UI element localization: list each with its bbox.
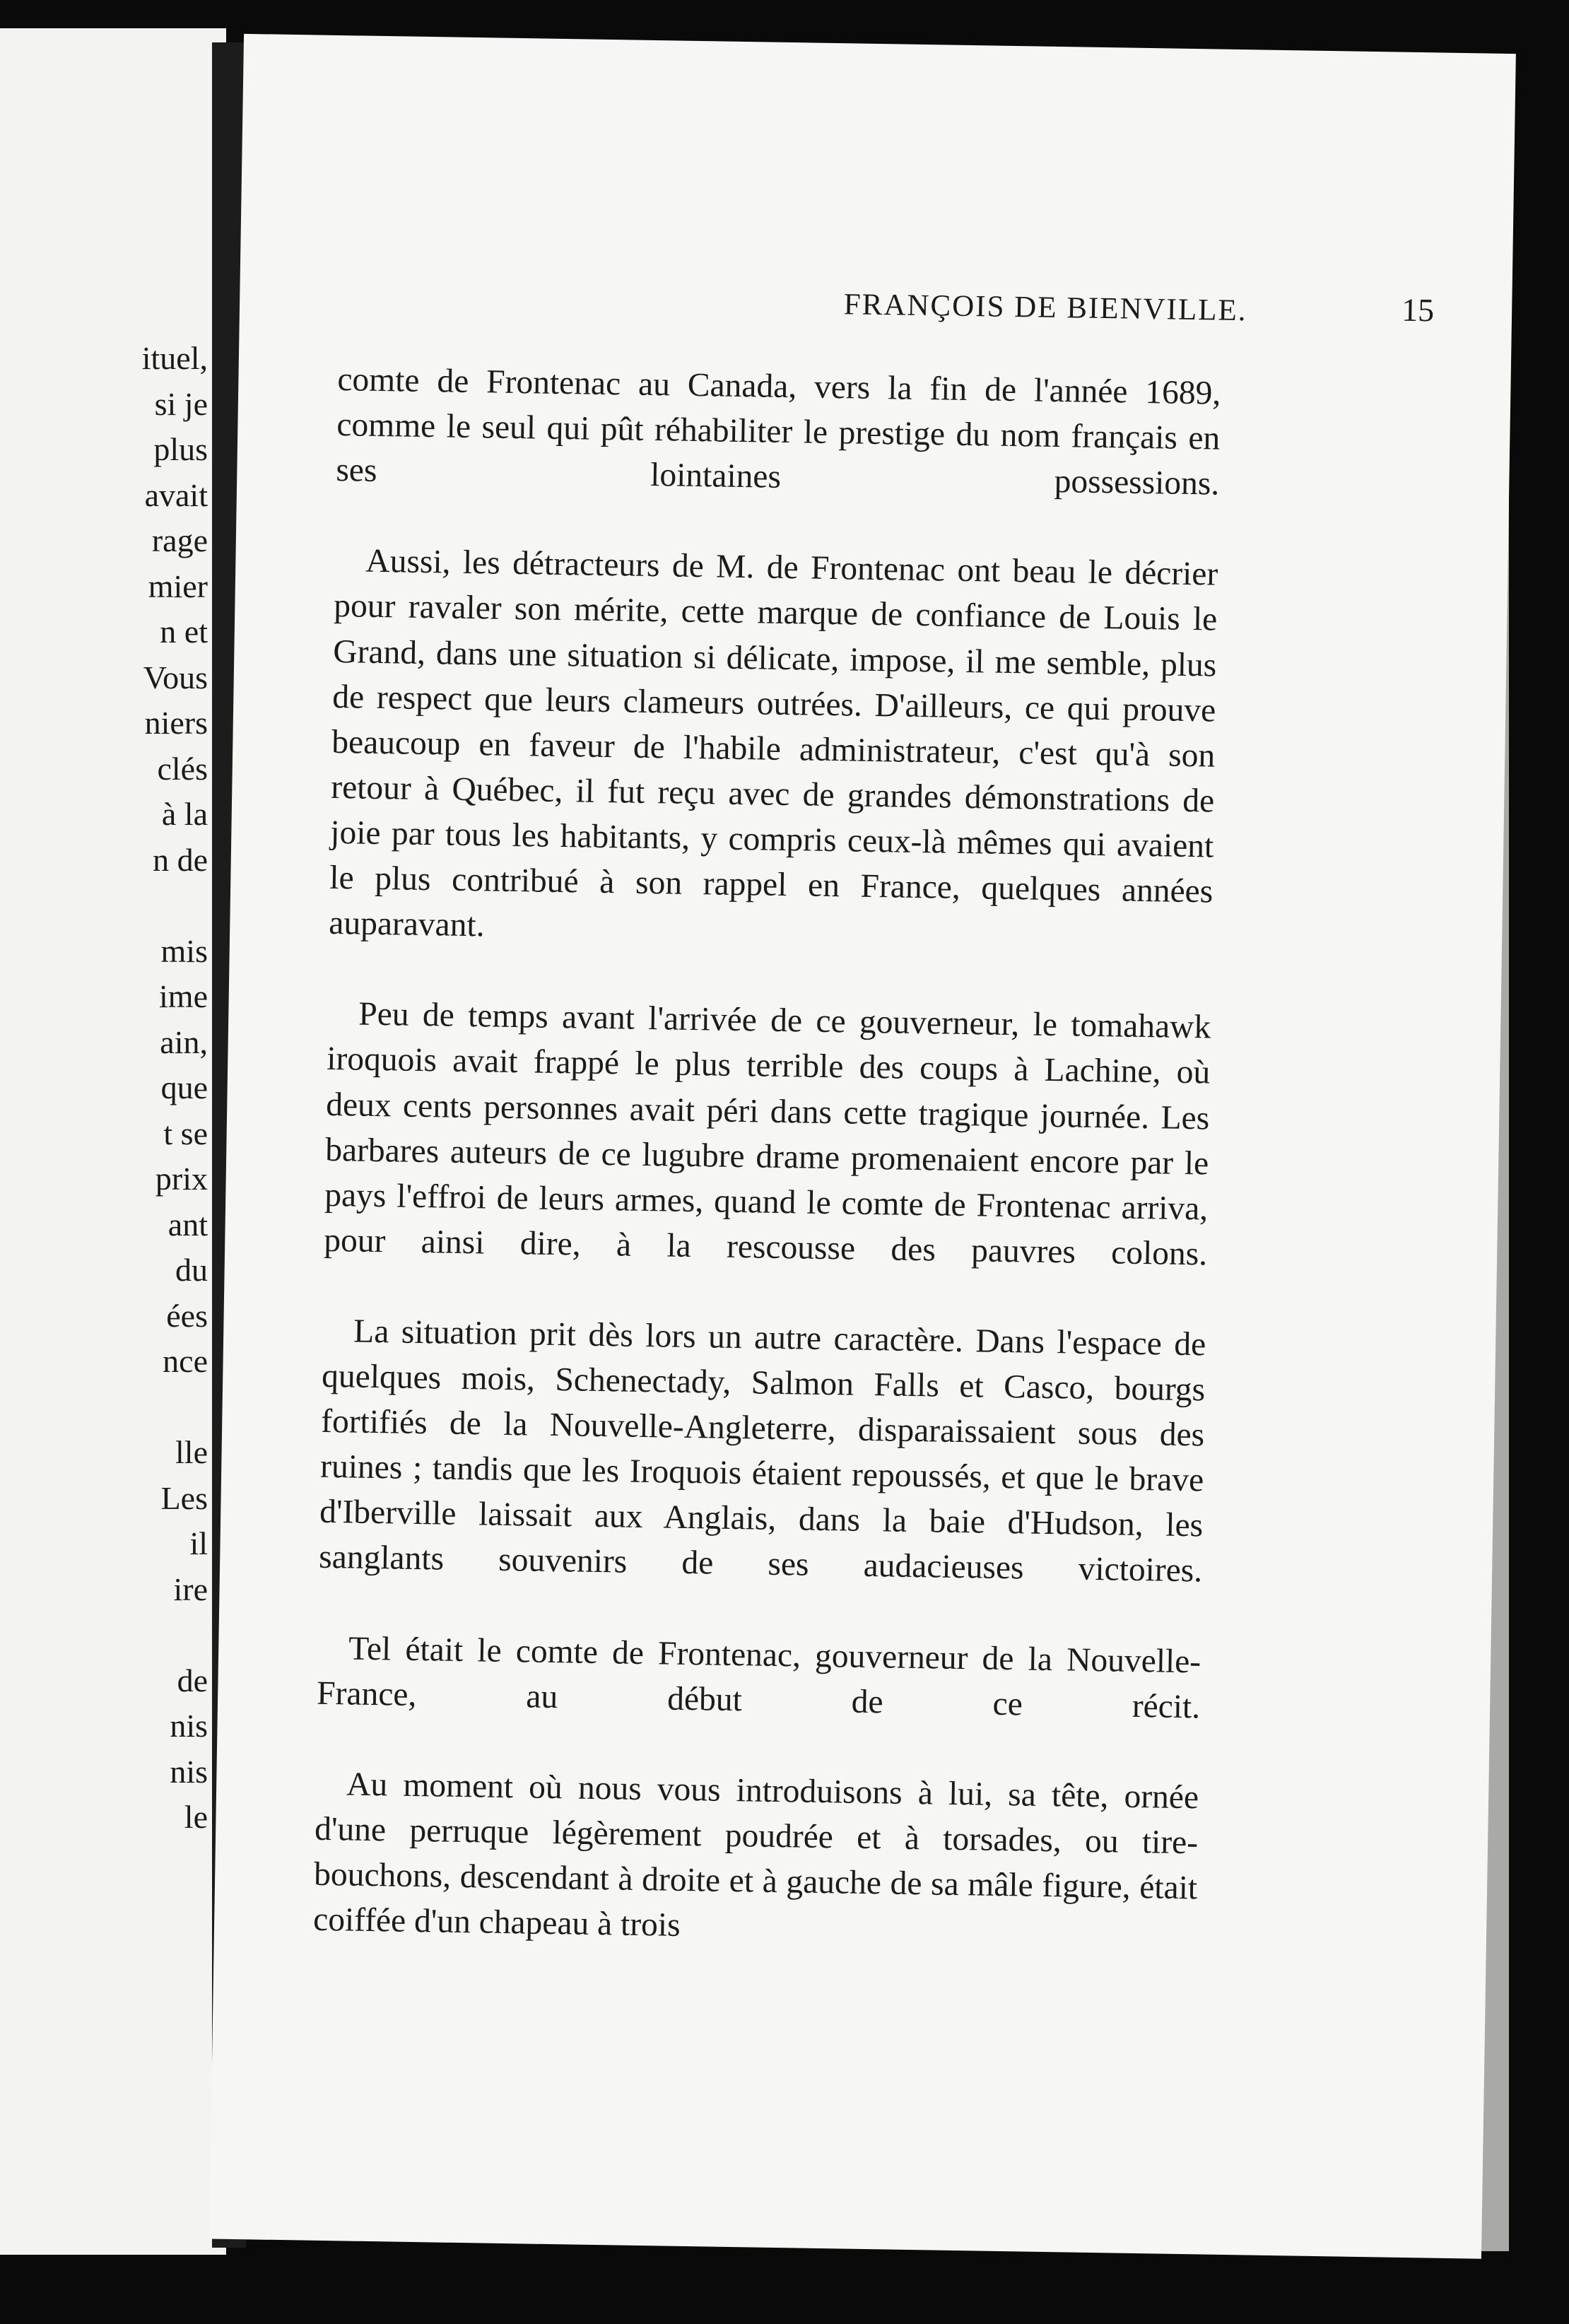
running-head: FRANÇOIS DE BIENVILLE. <box>843 288 1247 328</box>
facing-page-line: t se <box>163 1115 208 1151</box>
facing-page-line: lle <box>175 1434 208 1470</box>
facing-page-line: avait <box>144 476 208 513</box>
facing-page-line: rage <box>151 522 208 558</box>
facing-page-line: ituel, <box>141 340 208 376</box>
book-page <box>209 34 1516 2259</box>
facing-page-line: clés <box>157 750 208 787</box>
facing-page-line: ant <box>168 1206 208 1243</box>
facing-page-line: de <box>177 1662 208 1698</box>
facing-page-line: ire <box>173 1571 208 1607</box>
facing-page-line: prix <box>155 1161 208 1197</box>
facing-page-line: mier <box>148 568 208 604</box>
facing-page-line: niers <box>144 705 208 741</box>
facing-page-line: il <box>189 1525 208 1561</box>
facing-page-line: ime <box>159 978 208 1014</box>
facing-page-line: à la <box>161 796 208 832</box>
paragraph: Tel était le comte de Frontenac, gouverneur de la Nouvelle-France, au début de ce récit. <box>316 1630 1201 1726</box>
facing-page-line: que <box>160 1069 208 1105</box>
paragraph: comte de Frontenac au Canada, vers la fin de l'année 1689, comme le seul qui pût réhabiliter le prestige du nom français en ses lointaines possessions. <box>336 361 1221 503</box>
paragraph: Au moment où nous vous introduisons à lui, sa tête, ornée d'une perruque légèrement poudrée et à torsades, ou tire-bouchons, descendant à droite et à gauche de sa mâle figure, était coiffée d'un chapeau à trois <box>312 1766 1199 1944</box>
facing-page-line: nis <box>170 1753 208 1790</box>
facing-page-line: n et <box>160 614 208 650</box>
facing-page-line: ain, <box>160 1023 208 1060</box>
facing-page-line: plus <box>153 431 208 467</box>
facing-page-line: n de <box>153 841 208 878</box>
facing-page-line: Les <box>160 1479 208 1516</box>
facing-page-line: le <box>184 1799 208 1835</box>
facing-page-line: nce <box>163 1343 208 1379</box>
paragraph: La situation prit dès lors un autre caractère. Dans l'espace de quelques mois, Schenectady, Salmon Falls et Casco, bourgs fortifiés de la Nouvelle-Angleterre, disparaissaient sous des ruines ; tandis que les Iroquois étaient repoussés, et que le brave d'Iberville laissait aux Anglais, dans la baie d'Hudson, les sanglants souvenirs de ses audacieuses victoires. <box>318 1313 1206 1590</box>
paragraph: Aussi, les détracteurs de M. de Frontenac ont beau le décrier pour ravaler son mérite, cette marque de confiance de Louis le Grand, dans une situation si délicate, impose, il me semble, plus de respect que leurs clameurs outrées. D'ailleurs, ce qui prouve beaucoup en faveur de l'habile administrateur, c'est qu'à son retour à Québec, il fut reçu avec de grandes démonstrations de joie par tous les habitants, y compris ceux-là mêmes qui avaient le plus contribué à son rappel en France, quelques années auparavant. <box>328 543 1218 944</box>
facing-page-line: Vous <box>143 659 208 696</box>
facing-page-line: mis <box>160 932 208 969</box>
facing-page <box>0 28 226 2255</box>
facing-page-line: si je <box>154 385 208 422</box>
body-text <box>313 357 1221 1956</box>
facing-page-line: nis <box>170 1708 208 1744</box>
page-number: 15 <box>1401 291 1435 329</box>
facing-page-line: ées <box>166 1297 208 1334</box>
paragraph: Peu de temps avant l'arrivée de ce gouverneur, le tomahawk iroquois avait frappé le plus terrible des coups à Lachine, où deux cents personnes avait péri dans cette tragique journée. Les barbares auteurs de ce lugubre drame promenaient encore par le pays l'effroi de leurs armes, quand le comte de Frontenac arriva, pour ainsi dire, à la rescousse des pauvres colons. <box>323 995 1211 1273</box>
facing-page-line: du <box>175 1252 208 1288</box>
